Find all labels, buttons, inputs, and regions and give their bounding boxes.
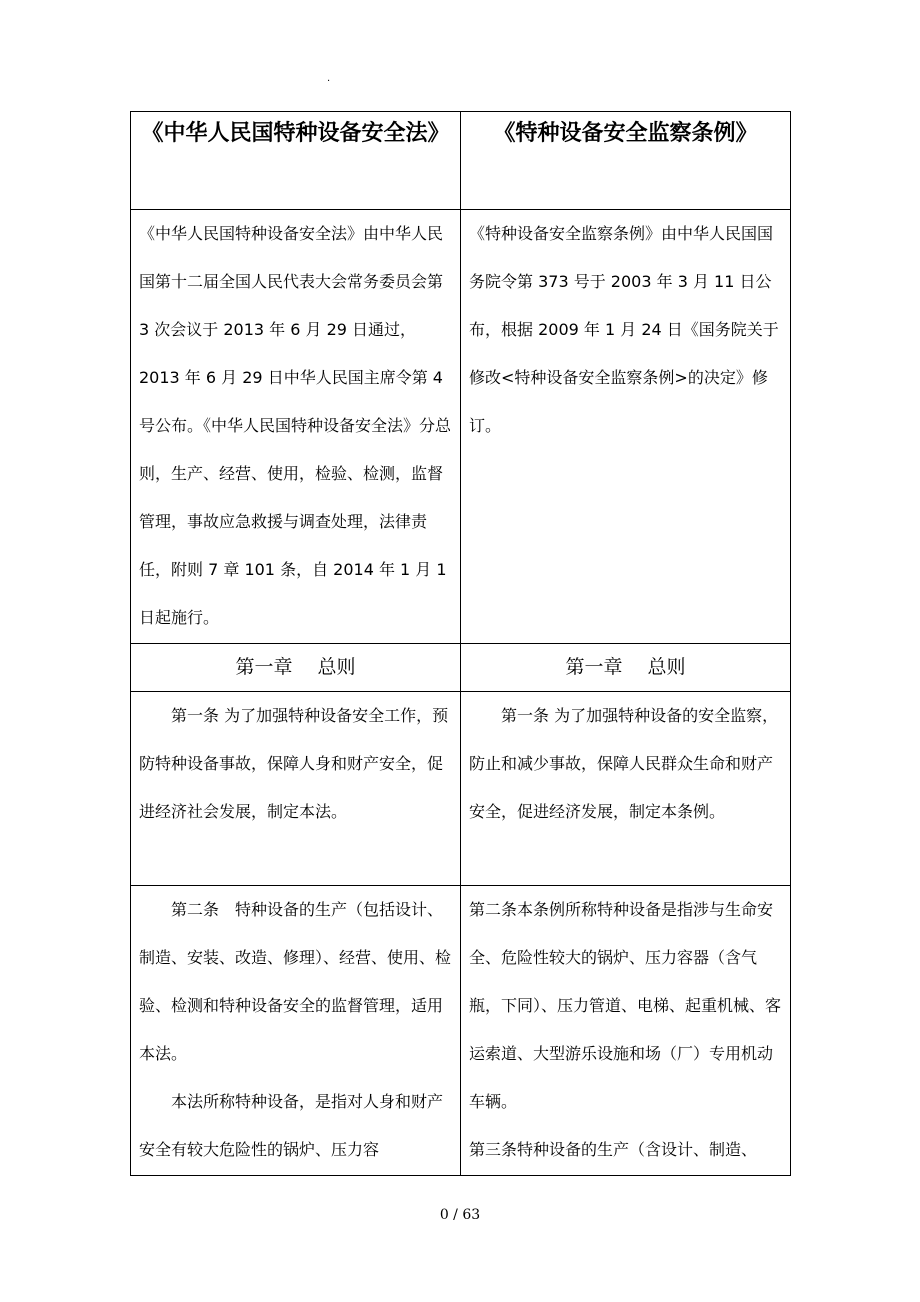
page-number: 0 / 63 [439,1207,481,1223]
intro-left: 《中华人民国特种设备安全法》由中华人民国第十二届全国人民代表大会常务委员会第 3 次会议于 2013 年 6 月 29 日通过，2013 年 6 月 29 日中华人民国主席令第 4 号公布。《中华人民国特种设备安全法》分总则，生产、经营、使用，检验、检测，监督管理，事故应急救援与调查处理，法律责任，附则 7 章 101 条，自 2014 年 1 月 1 日起施行。 [131,210,461,644]
article1-row [131,692,791,886]
article2-left-para2: 本法所称特种设备，是指对人身和财产安全有较大危险性的锅炉、压力容 [139,1092,444,1159]
article2-right [461,886,791,1176]
header-row [131,112,791,210]
article1-right: 第一条 为了加强特种设备的安全监察，防止和减少事故，保障人民群众生命和财产安全，促进经济发展，制定本条例。 [461,692,791,886]
intro-row [131,210,791,644]
article2-right-para2: 第三条特种设备的生产（含设计、制造、 [469,1140,758,1159]
chapter-right: 第一章 总则 [461,644,791,692]
article2-left-para1: 第二条 特种设备的生产（包括设计、制造、安装、改造、修理）、经营、使用、检验、检测和特种设备安全的监督管理，适用本法。 [139,900,452,1063]
chapter-left: 第一章 总则 [131,644,461,692]
article1-left: 第一条 为了加强特种设备安全工作，预防特种设备事故，保障人身和财产安全，促进经济社会发展，制定本法。 [131,692,461,886]
chapter-row [131,644,791,692]
article2-left [131,886,461,1176]
article2-row [131,886,791,1176]
header-right: 《特种设备安全监察条例》 [461,112,791,210]
intro-right: 《特种设备安全监察条例》由中华人民国国务院令第 373 号于 2003 年 3 月 11 日公布，根据 2009 年 1 月 24 日《国务院关于修改<特种设备安全监察条例>的决定》修订。 [461,210,791,644]
header-left: 《中华人民国特种设备安全法》 [131,112,461,210]
stray-dot-mark: . [327,73,331,84]
article2-right-para1: 第二条本条例所称特种设备是指涉与生命安全、危险性较大的锅炉、压力容器（含气瓶，下同）、压力管道、电梯、起重机械、客运索道、大型游乐设施和场（厂）专用机动车辆。 [469,900,782,1111]
comparison-table [130,111,791,1176]
